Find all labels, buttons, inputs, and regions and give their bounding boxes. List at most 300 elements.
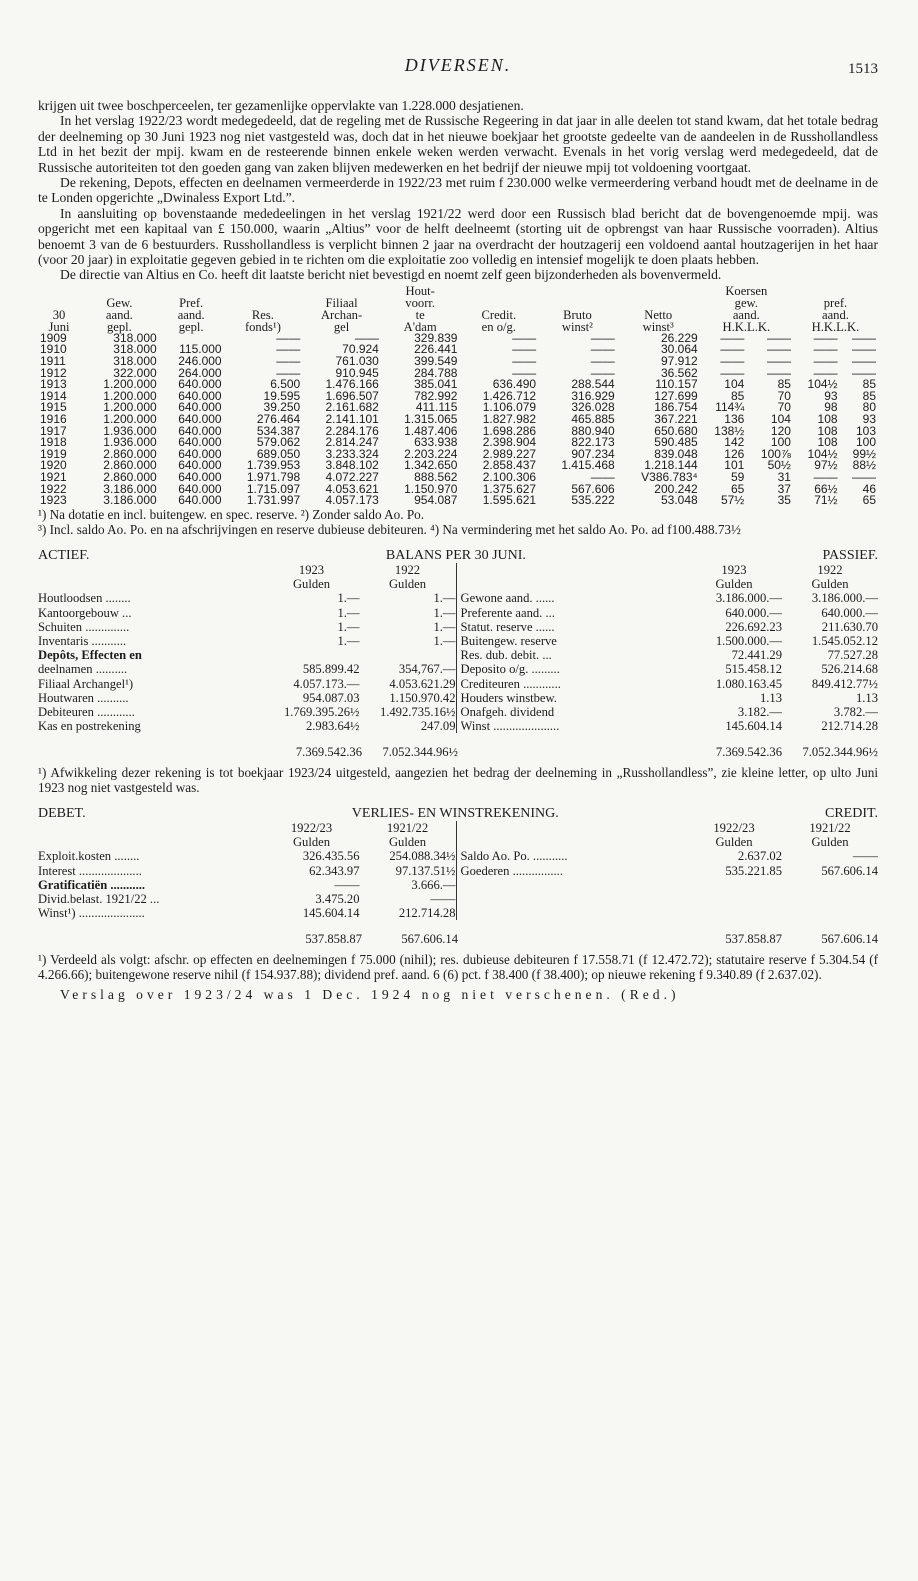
passief-row: [461, 705, 879, 719]
table-cell: 1914: [40, 388, 67, 403]
actief-value: 1.—: [337, 605, 360, 620]
credit-label: Goederen ................: [460, 863, 563, 878]
table-cell: 1921: [40, 470, 67, 484]
debet-value: 326.435.56: [302, 849, 360, 864]
table-header-cell: Hout-: [405, 283, 435, 298]
paragraph: In aansluiting op bovenstaande mededeelingen in het verslag 1921/22 werd door een Russisch blad bericht dat de bovengenoemde mpij. was opgericht met een kapitaal van £ 150.000, waarin „Altius” voor de helft deelneemt (storting uit de opbrengst van haar Russische voorraden). Altius benoemt 3 van de 6 bestuurders. Russhollandless is verplicht binnen 2 jaar na overdracht der houtzagerij een voldoend aantal houtzagerijen in het haar (voor 20 jaar) in exploitatie gegeven gebied in te richten om die exploitatie zoo volledig en intensief mogelijk te doen plaats hebben.: [38, 205, 878, 268]
table-cell: 907.234: [571, 446, 615, 461]
table-cell: 108: [817, 412, 838, 427]
table-header-cell: Juni: [48, 319, 70, 334]
table-cell: 1.200.000: [103, 388, 157, 403]
table-cell: 57½: [720, 493, 745, 508]
table-cell: 1.595.621: [482, 493, 537, 508]
actief-value: 354,767.—: [398, 662, 456, 677]
paragraph: De rekening, Depots, effecten en deelnamen vermeerderde in 1922/23 met ruim f 230.000 welke vermeerdering verband houdt met de deelname in de te Londen opgerichte „Dwinaless Export Ltd.”.: [38, 175, 878, 206]
table-cell: ——: [852, 470, 876, 484]
debet-label: Divid.belast. 1921/22 ...: [38, 892, 160, 907]
table-cell: 2.398.904: [482, 435, 537, 450]
page-number: 1513: [848, 61, 878, 77]
table-cell: ——: [813, 330, 838, 345]
balance-title: BALANS PER 30 JUNI.: [385, 547, 526, 563]
table-cell: 2.814.247: [325, 435, 379, 450]
table-cell: 104½: [807, 446, 838, 461]
balance-totals: [38, 745, 878, 760]
spacer: [38, 821, 264, 835]
table-cell: 910.945: [335, 365, 379, 380]
passief-label: Buitengew. reserve: [460, 634, 557, 649]
page-header: [38, 55, 878, 84]
table-header-cell: Bruto: [563, 307, 592, 322]
table-cell: 535.222: [571, 493, 615, 508]
table-row: [38, 379, 878, 391]
table-cell: 101: [724, 458, 745, 473]
table-cell: 385.041: [414, 377, 458, 392]
table-cell: 53.048: [660, 493, 698, 508]
table-cell: 50½: [767, 458, 791, 473]
table-header-cell: [224, 285, 303, 297]
table-cell: 367.221: [654, 412, 698, 427]
actief-row: [38, 591, 456, 605]
table-row: [38, 414, 878, 426]
table-cell: 97½: [814, 458, 838, 473]
table-cell: ——: [852, 365, 876, 380]
debet-value: 3.666.—: [411, 877, 456, 892]
passief-value: 3.182.—: [737, 705, 782, 720]
table-cell: 71½: [814, 493, 838, 508]
table-cell: 108: [817, 423, 838, 438]
debet-value: ——: [334, 877, 360, 892]
actief-value: 1.—: [433, 591, 456, 606]
table-row: [38, 495, 878, 507]
table-cell: 31: [777, 470, 791, 484]
unit-label: Gulden: [811, 835, 849, 850]
debet-value: 3.475.20: [315, 892, 360, 907]
table-cell: 2.141.101: [325, 412, 379, 427]
table-cell: 640.000: [178, 435, 222, 450]
table-cell: 465.885: [571, 412, 615, 427]
table-cell: 93: [862, 412, 876, 427]
table-header-cell: 30: [52, 307, 66, 322]
passief-row: [461, 662, 879, 676]
table-header-cell: fonds¹): [244, 319, 281, 334]
table-cell: 1916: [40, 412, 67, 427]
total-value: 7.369.542.36: [295, 745, 362, 760]
table-cell: 1.696.507: [325, 388, 379, 403]
actief-label: deelnamen ..........: [38, 662, 128, 677]
passief-value: 526.214.68: [821, 662, 878, 677]
credit-row: [461, 864, 879, 878]
table-cell: 100: [855, 435, 876, 450]
year-label: 1922: [817, 563, 843, 577]
passief-value: 3.186.000.—: [715, 591, 782, 606]
unit-label: Gulden: [811, 577, 849, 592]
table-cell: 782.992: [414, 388, 458, 403]
section-title: DIVERSEN.: [404, 55, 512, 75]
debet-value: 62.343.97: [309, 863, 360, 878]
table-header-cell: [617, 285, 700, 297]
paragraph: In het verslag 1922/23 wordt medegedeeld, dat de regeling met de Russische Regeering in dat jaar in alle deelen tot stand kwam, dat het totale bedrag der deelneming op 30 Juni 1923 nog niet vastgesteld was, doch dat in het nieuwe boekjaar het grootste gedeelte van de aandeelen in de Russhollandless Ltd in het bezit der mpij. kwam en de resteerende binnen enkele weken werden verwacht. Evenals in het vorig verslag werd medegedeeld, dat de Russische autoriteiten tot den goeden gang van zaken blijven medewerken en het bedrijf der nieuwe mpij tot voldoening voortgaat.: [38, 113, 878, 175]
debet-row: [38, 892, 456, 906]
column-years-row: [461, 563, 879, 577]
passief-value: 72.441.29: [731, 648, 782, 663]
table-cell: ——: [512, 354, 537, 369]
table-cell: 318.000: [113, 342, 157, 357]
table-header-cell: [38, 285, 80, 297]
table-cell: 2.860.000: [103, 470, 157, 484]
table-cell: ——: [766, 330, 791, 345]
passief-row: [461, 620, 879, 634]
actief-value: 4.053.621.29: [389, 676, 456, 691]
actief-row: [38, 662, 456, 676]
table-header-cell: gel: [333, 319, 350, 334]
table-cell: 1.200.000: [103, 400, 157, 415]
passief-value: 640.000.—: [725, 605, 782, 620]
balance-footnote: ¹) Afwikkeling dezer rekening is tot boekjaar 1923/24 uitgesteld, aangezien het bedrag der deelneming in „Russhollandless”, zie kleine letter, op ulto Juni 1923 nog niet vastgesteld was.: [38, 764, 878, 796]
actief-value: 1.—: [433, 634, 456, 649]
spacer: [461, 577, 687, 591]
table-cell: 1.415.468: [561, 458, 615, 473]
table-cell: ——: [590, 354, 615, 369]
debet-label: Exploit.kosten ........: [38, 849, 140, 864]
table-cell: 1920: [40, 458, 67, 473]
table-cell: 115.000: [179, 342, 222, 357]
table-cell: ——: [590, 330, 615, 345]
table-cell: ——: [766, 365, 791, 380]
credit-column: [456, 821, 879, 920]
table-cell: 100: [770, 435, 791, 450]
table-header-cell: Credit.: [481, 307, 517, 322]
table-cell: 264.000: [178, 365, 222, 380]
table-cell: ——: [720, 365, 745, 380]
table-cell: 689.050: [256, 446, 301, 461]
table-cell: 59: [730, 470, 745, 484]
spacer: [38, 563, 264, 577]
table-cell: 640.000: [178, 481, 222, 496]
table-cell: ——: [852, 354, 876, 369]
table-cell: V386.783⁴: [641, 470, 698, 484]
table-row: [38, 449, 878, 461]
table-cell: 120: [770, 423, 791, 438]
table-cell: 1.827.982: [482, 412, 537, 427]
table-cell: 1.106.079: [482, 400, 537, 415]
pl-heading: [38, 806, 878, 821]
passief-label: Houders winstbew.: [460, 690, 557, 705]
table-cell: 1910: [40, 342, 67, 357]
table-cell: 640.000: [178, 493, 222, 508]
table-cell: 650.680: [654, 423, 698, 438]
table-cell: 65: [730, 481, 745, 496]
actief-value: [264, 648, 360, 662]
table-row: [38, 460, 878, 472]
table-cell: 579.062: [256, 435, 301, 450]
table-header-cell: A'dam: [403, 319, 437, 334]
year-label: 1922/23: [713, 821, 755, 836]
table-cell: 1.426.712: [482, 388, 537, 403]
table-cell: 2.858.437: [482, 458, 537, 473]
table-cell: 226.441: [414, 342, 458, 357]
debet-row: [38, 878, 456, 892]
actief-label: Inventaris ...........: [38, 634, 127, 649]
table-cell: 636.490: [492, 377, 537, 392]
passief-row: [461, 648, 879, 662]
table-cell: 318.000: [113, 354, 157, 369]
table-cell: 138½: [714, 423, 745, 438]
table-cell: 4.072.227: [325, 470, 379, 484]
credit-value: 2.637.02: [737, 849, 782, 864]
actief-label: Filiaal Archangel¹): [38, 676, 134, 691]
table-cell: 186.754: [654, 400, 698, 415]
table-cell: ——: [813, 354, 838, 369]
table-cell: 88½: [852, 458, 876, 473]
table-cell: ——: [512, 330, 537, 345]
table-cell: 66½: [814, 481, 838, 496]
passief-value: 1.545.052.12: [811, 634, 878, 649]
table-cell: 640.000: [178, 388, 222, 403]
table-cell: 322.000: [113, 365, 157, 380]
actief-value: 1.769.395.26½: [283, 705, 360, 720]
debet-row: [38, 849, 456, 863]
table-cell: 103: [855, 423, 876, 438]
table-cell: 1.487.406: [404, 423, 458, 438]
table-cell: 100⅞: [760, 446, 791, 461]
table-cell: ——: [512, 342, 537, 357]
spacer: [461, 563, 687, 577]
table-cell: 99½: [852, 446, 876, 461]
debet-label: Gratificatiën ...........: [38, 877, 146, 892]
table-row: [38, 426, 878, 438]
actief-value: 585.899.42: [302, 662, 360, 677]
actief-value: 4.057.173.—: [293, 676, 360, 691]
year-label: 1923: [721, 563, 747, 577]
table-cell: 1913: [40, 377, 67, 392]
table-cell: 822.173: [571, 435, 615, 450]
table-cell: 30.064: [660, 342, 698, 357]
table-header-cell: pref.: [823, 295, 848, 310]
table-header-cell: Gew.: [106, 295, 133, 310]
balance-heading: [38, 548, 878, 563]
passief-label: Crediteuren ............: [460, 676, 561, 691]
actief-value: 1.—: [337, 634, 360, 649]
total-value: 7.052.344.96½: [802, 745, 878, 760]
debet-value: 254.088.34½: [389, 849, 456, 864]
table-header-cell: Netto: [644, 307, 673, 322]
passief-value: 1.500.000.—: [715, 634, 782, 649]
table-cell: 85: [777, 377, 791, 392]
pl-statement: [38, 821, 878, 920]
paragraph: krijgen uit twee boschperceelen, ter gezamenlijke oppervlakte van 1.228.000 desjatienen.: [38, 98, 524, 113]
table-cell: ——: [720, 330, 745, 345]
table-cell: 246.000: [178, 354, 222, 369]
table-cell: 590.485: [654, 435, 698, 450]
table-cell: ——: [276, 342, 301, 357]
table-cell: 26.229: [660, 330, 698, 345]
table-cell: 1.150.970: [404, 481, 458, 496]
closing-note: Verslag over 1923/24 was 1 Dec. 1924 nog niet verschenen. (Red.): [60, 986, 680, 1002]
actief-value: 1.—: [337, 619, 360, 634]
unit-label: Gulden: [388, 577, 427, 592]
table-header-cell: Koersen: [725, 283, 768, 298]
table-cell: 98: [824, 400, 838, 415]
table-cell: ——: [276, 330, 301, 345]
table-cell: 110.157: [655, 377, 698, 392]
table-cell: 640.000: [178, 423, 222, 438]
passief-row: [461, 719, 879, 733]
debet-title: DEBET.: [38, 805, 86, 821]
table-cell: 85: [862, 388, 876, 403]
table-cell: 36.562: [660, 365, 698, 380]
passief-label: Gewone aand. ......: [460, 591, 555, 606]
history-footnote: ³) Incl. saldo Ao. Po. en na afschrijvingen en reserve dubieuse debiteuren. ⁴) Na vermindering met het saldo Ao. Po. ad f100.488.73½: [38, 522, 741, 538]
table-cell: 2.161.682: [325, 400, 379, 415]
debet-value: ——: [430, 892, 456, 907]
table-cell: 640.000: [178, 377, 222, 392]
unit-label: Gulden: [388, 835, 427, 850]
table-header-cell: Filiaal: [325, 295, 358, 310]
total-value: 537.858.87: [725, 932, 782, 947]
actief-label: Schuiten ..............: [38, 619, 130, 634]
balance-sheet: [38, 563, 878, 733]
debet-value: 212.714.28: [398, 906, 456, 921]
table-cell: 35: [777, 493, 791, 508]
table-cell: ——: [766, 354, 791, 369]
passief-value: 1.13: [759, 690, 782, 705]
actief-column: [38, 563, 456, 733]
actief-value: 954.087.03: [302, 690, 360, 705]
passief-label: Onafgeh. dividend: [460, 705, 555, 720]
actief-value: 2.983.64½: [305, 719, 360, 734]
table-header-cell: aand.: [822, 307, 849, 322]
table-cell: 2.100.306: [482, 470, 537, 484]
column-unit-row: [38, 835, 456, 849]
debet-column: [38, 821, 456, 920]
table-cell: ——: [590, 470, 615, 484]
table-header-cell: H.K.L.K.: [811, 319, 860, 334]
table-cell: ——: [590, 342, 615, 357]
table-header-cell: [459, 285, 538, 297]
actief-row: [38, 606, 456, 620]
table-cell: ——: [276, 354, 301, 369]
table-cell: 329.839: [414, 330, 458, 345]
table-cell: 1.218.144: [644, 458, 698, 473]
table-row: [38, 472, 878, 484]
history-footnote: ¹) Na dotatie en incl. buitengew. en spec. reserve. ²) Zonder saldo Ao. Po.: [38, 506, 425, 522]
paragraph: De directie van Altius en Co. heeft dit laatste bericht niet bevestigd en noemt zelf geen bijzonderheden als bovenvermeld.: [60, 267, 722, 283]
table-cell: 97.912: [660, 354, 698, 369]
table-cell: 954.087: [414, 493, 458, 508]
column-unit-row: [461, 835, 879, 849]
actief-value: 1.150.970.42: [389, 690, 456, 705]
table-cell: 4.053.621: [325, 481, 379, 496]
year-label: 1922/23: [290, 821, 333, 836]
table-header-cell: [538, 285, 617, 297]
table-cell: 640.000: [178, 446, 222, 461]
table-cell: ——: [813, 342, 838, 357]
credit-title: CREDIT.: [824, 805, 878, 821]
total-value: 7.052.344.96½: [382, 745, 458, 760]
table-cell: ——: [813, 470, 838, 484]
passief-value: 515.458.12: [725, 662, 782, 677]
table-cell: 534.387: [256, 423, 301, 438]
table-cell: 640.000: [178, 412, 222, 427]
table-header-cell: aand.: [732, 307, 760, 322]
credit-value: 567.606.14: [821, 863, 878, 878]
debet-label: Winst¹) .....................: [38, 906, 145, 921]
table-cell: 316.929: [571, 388, 615, 403]
passief-value: 640.000.—: [821, 605, 878, 620]
column-years-row: [461, 821, 879, 835]
table-cell: 1.739.953: [246, 458, 301, 473]
table-cell: 839.048: [654, 446, 698, 461]
table-cell: 1.731.997: [246, 493, 301, 508]
table-header-row: [38, 321, 878, 333]
table-cell: 640.000: [178, 458, 222, 473]
spacer: [38, 577, 264, 591]
table-cell: ——: [852, 342, 876, 357]
table-cell: 326.028: [571, 400, 615, 415]
table-cell: 1.698.286: [482, 423, 537, 438]
table-header-cell: aand.: [105, 307, 133, 322]
year-label: 1922: [394, 563, 421, 577]
column-years-row: [38, 563, 456, 577]
table-header-cell: Archan-: [320, 307, 363, 322]
table-cell: ——: [354, 330, 379, 345]
passief-value: 3.186.000.—: [811, 591, 878, 606]
table-cell: 1922: [40, 481, 67, 496]
passief-row: [461, 691, 879, 705]
total-value: 537.858.87: [305, 932, 362, 947]
total-value: 567.606.14: [821, 932, 878, 947]
table-header-cell: aand.: [177, 307, 205, 322]
table-cell: 80: [862, 400, 876, 415]
table-cell: 70: [777, 388, 791, 403]
table-cell: 1.971.798: [246, 470, 301, 484]
table-cell: 1.936.000: [103, 435, 157, 450]
table-cell: 1.476.166: [325, 377, 379, 392]
table-cell: 1.200.000: [103, 412, 157, 427]
table-cell: 1911: [40, 354, 66, 369]
table-row: [38, 368, 878, 380]
passief-label: Winst .....................: [460, 719, 560, 734]
table-cell: 411.115: [415, 400, 458, 415]
table-cell: 19.595: [263, 388, 301, 403]
passief-value: 849.412.77½: [811, 676, 878, 691]
table-cell: 2.203.224: [404, 446, 458, 461]
table-cell: 65: [862, 493, 876, 508]
passief-column: [456, 563, 879, 733]
table-cell: 1.342.650: [404, 458, 458, 473]
actief-value: 1.—: [433, 619, 456, 634]
actief-value: 247.09: [420, 719, 456, 734]
table-cell: 104: [770, 412, 791, 427]
table-cell: 136: [724, 412, 745, 427]
pl-title: VERLIES- EN WINSTREKENING.: [351, 805, 559, 821]
debet-value: 97.137.51½: [395, 863, 456, 878]
table-cell: 3.848.102: [325, 458, 379, 473]
actief-row: [38, 719, 456, 733]
table-cell: 276.464: [256, 412, 301, 427]
table-row: [38, 391, 878, 403]
credit-row: [461, 849, 879, 863]
table-cell: 880.940: [571, 423, 615, 438]
table-header-cell: winst²: [561, 319, 593, 334]
table-cell: 1923: [40, 493, 67, 508]
table-cell: 2.989.227: [482, 446, 537, 461]
table-cell: 640.000: [178, 470, 222, 484]
table-cell: 6.500: [270, 377, 301, 392]
unit-label: Gulden: [292, 835, 331, 850]
credit-label: Saldo Ao. Po. ...........: [460, 849, 568, 864]
table-cell: ——: [852, 330, 876, 345]
